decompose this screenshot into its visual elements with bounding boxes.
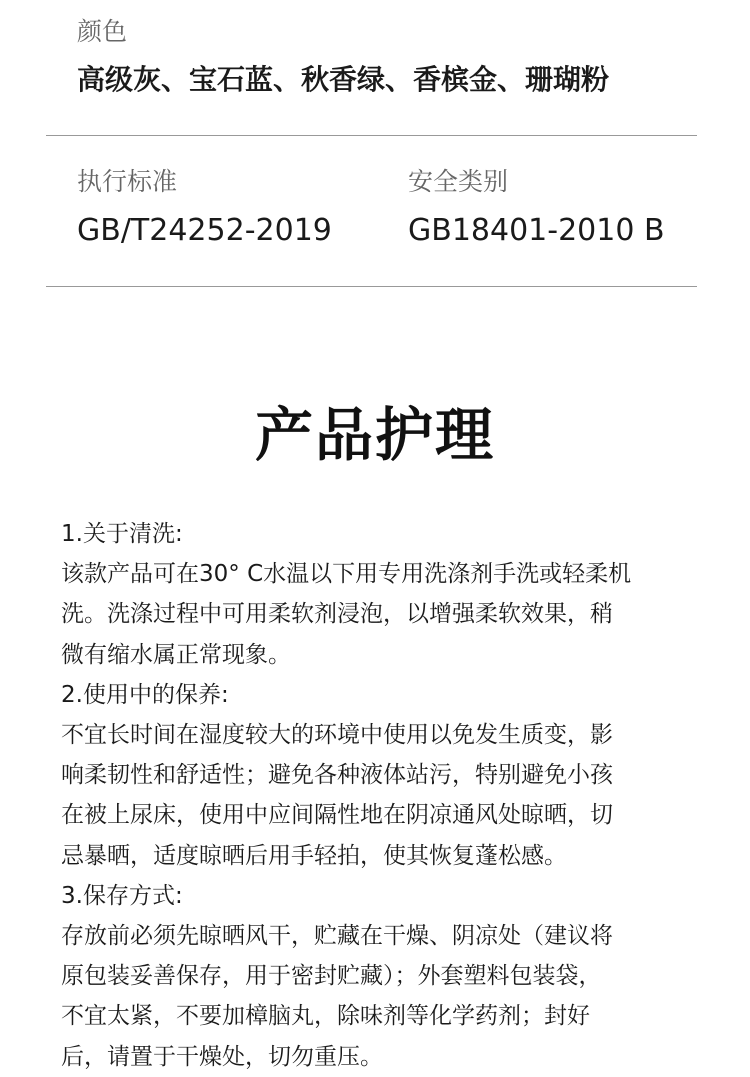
safety-label: 安全类别 [408, 167, 509, 196]
care-heading-maintenance: 2.使用中的保养: [61, 681, 229, 708]
care-text-line: 忌暴晒，适度晾晒后用手轻拍，使其恢复蓬松感。 [61, 842, 567, 869]
standard-label: 执行标准 [77, 167, 178, 196]
care-text-line: 微有缩水属正常现象。 [61, 641, 291, 668]
care-text-line: 后，请置于干燥处，切勿重压。 [61, 1043, 383, 1070]
care-text-line: 响柔韧性和舒适性；避免各种液体站污，特别避免小孩 [61, 762, 613, 789]
care-text-line: 在被上尿床，使用中应间隔性地在阴凉通风处晾晒，切 [61, 802, 613, 829]
divider-bottom [46, 286, 697, 287]
standard-value: GB/T24252-2019 [77, 213, 332, 248]
care-text-line: 洗。洗涤过程中可用柔软剂浸泡，以增强柔软效果，稍 [61, 601, 613, 628]
care-instructions [61, 514, 701, 1077]
care-text-line: 存放前必须先晾晒风干，贮藏在干燥、阴凉处（建议将 [61, 923, 613, 950]
care-title: 产品护理 [254, 401, 495, 469]
color-label: 颜色 [77, 17, 128, 46]
care-text-line: 不宜长时间在湿度较大的环境中使用以免发生质变，影 [61, 722, 613, 749]
color-value: 高级灰、宝石蓝、秋香绿、香槟金、珊瑚粉 [77, 63, 610, 96]
care-text-line: 不宜太紧，不要加樟脑丸，除味剂等化学药剂；封好 [61, 1003, 590, 1030]
care-heading-cleaning: 1.关于清洗: [61, 521, 183, 547]
care-heading-storage: 3.保存方式: [61, 882, 183, 909]
care-text-line: 该款产品可在30° C水温以下用专用洗涤剂手洗或轻柔机 [61, 561, 632, 588]
safety-value: GB18401-2010 B [408, 213, 665, 248]
divider-top [46, 135, 697, 136]
care-text-line: 原包装妥善保存，用于密封贮藏）；外套塑料包装袋， [61, 963, 602, 990]
